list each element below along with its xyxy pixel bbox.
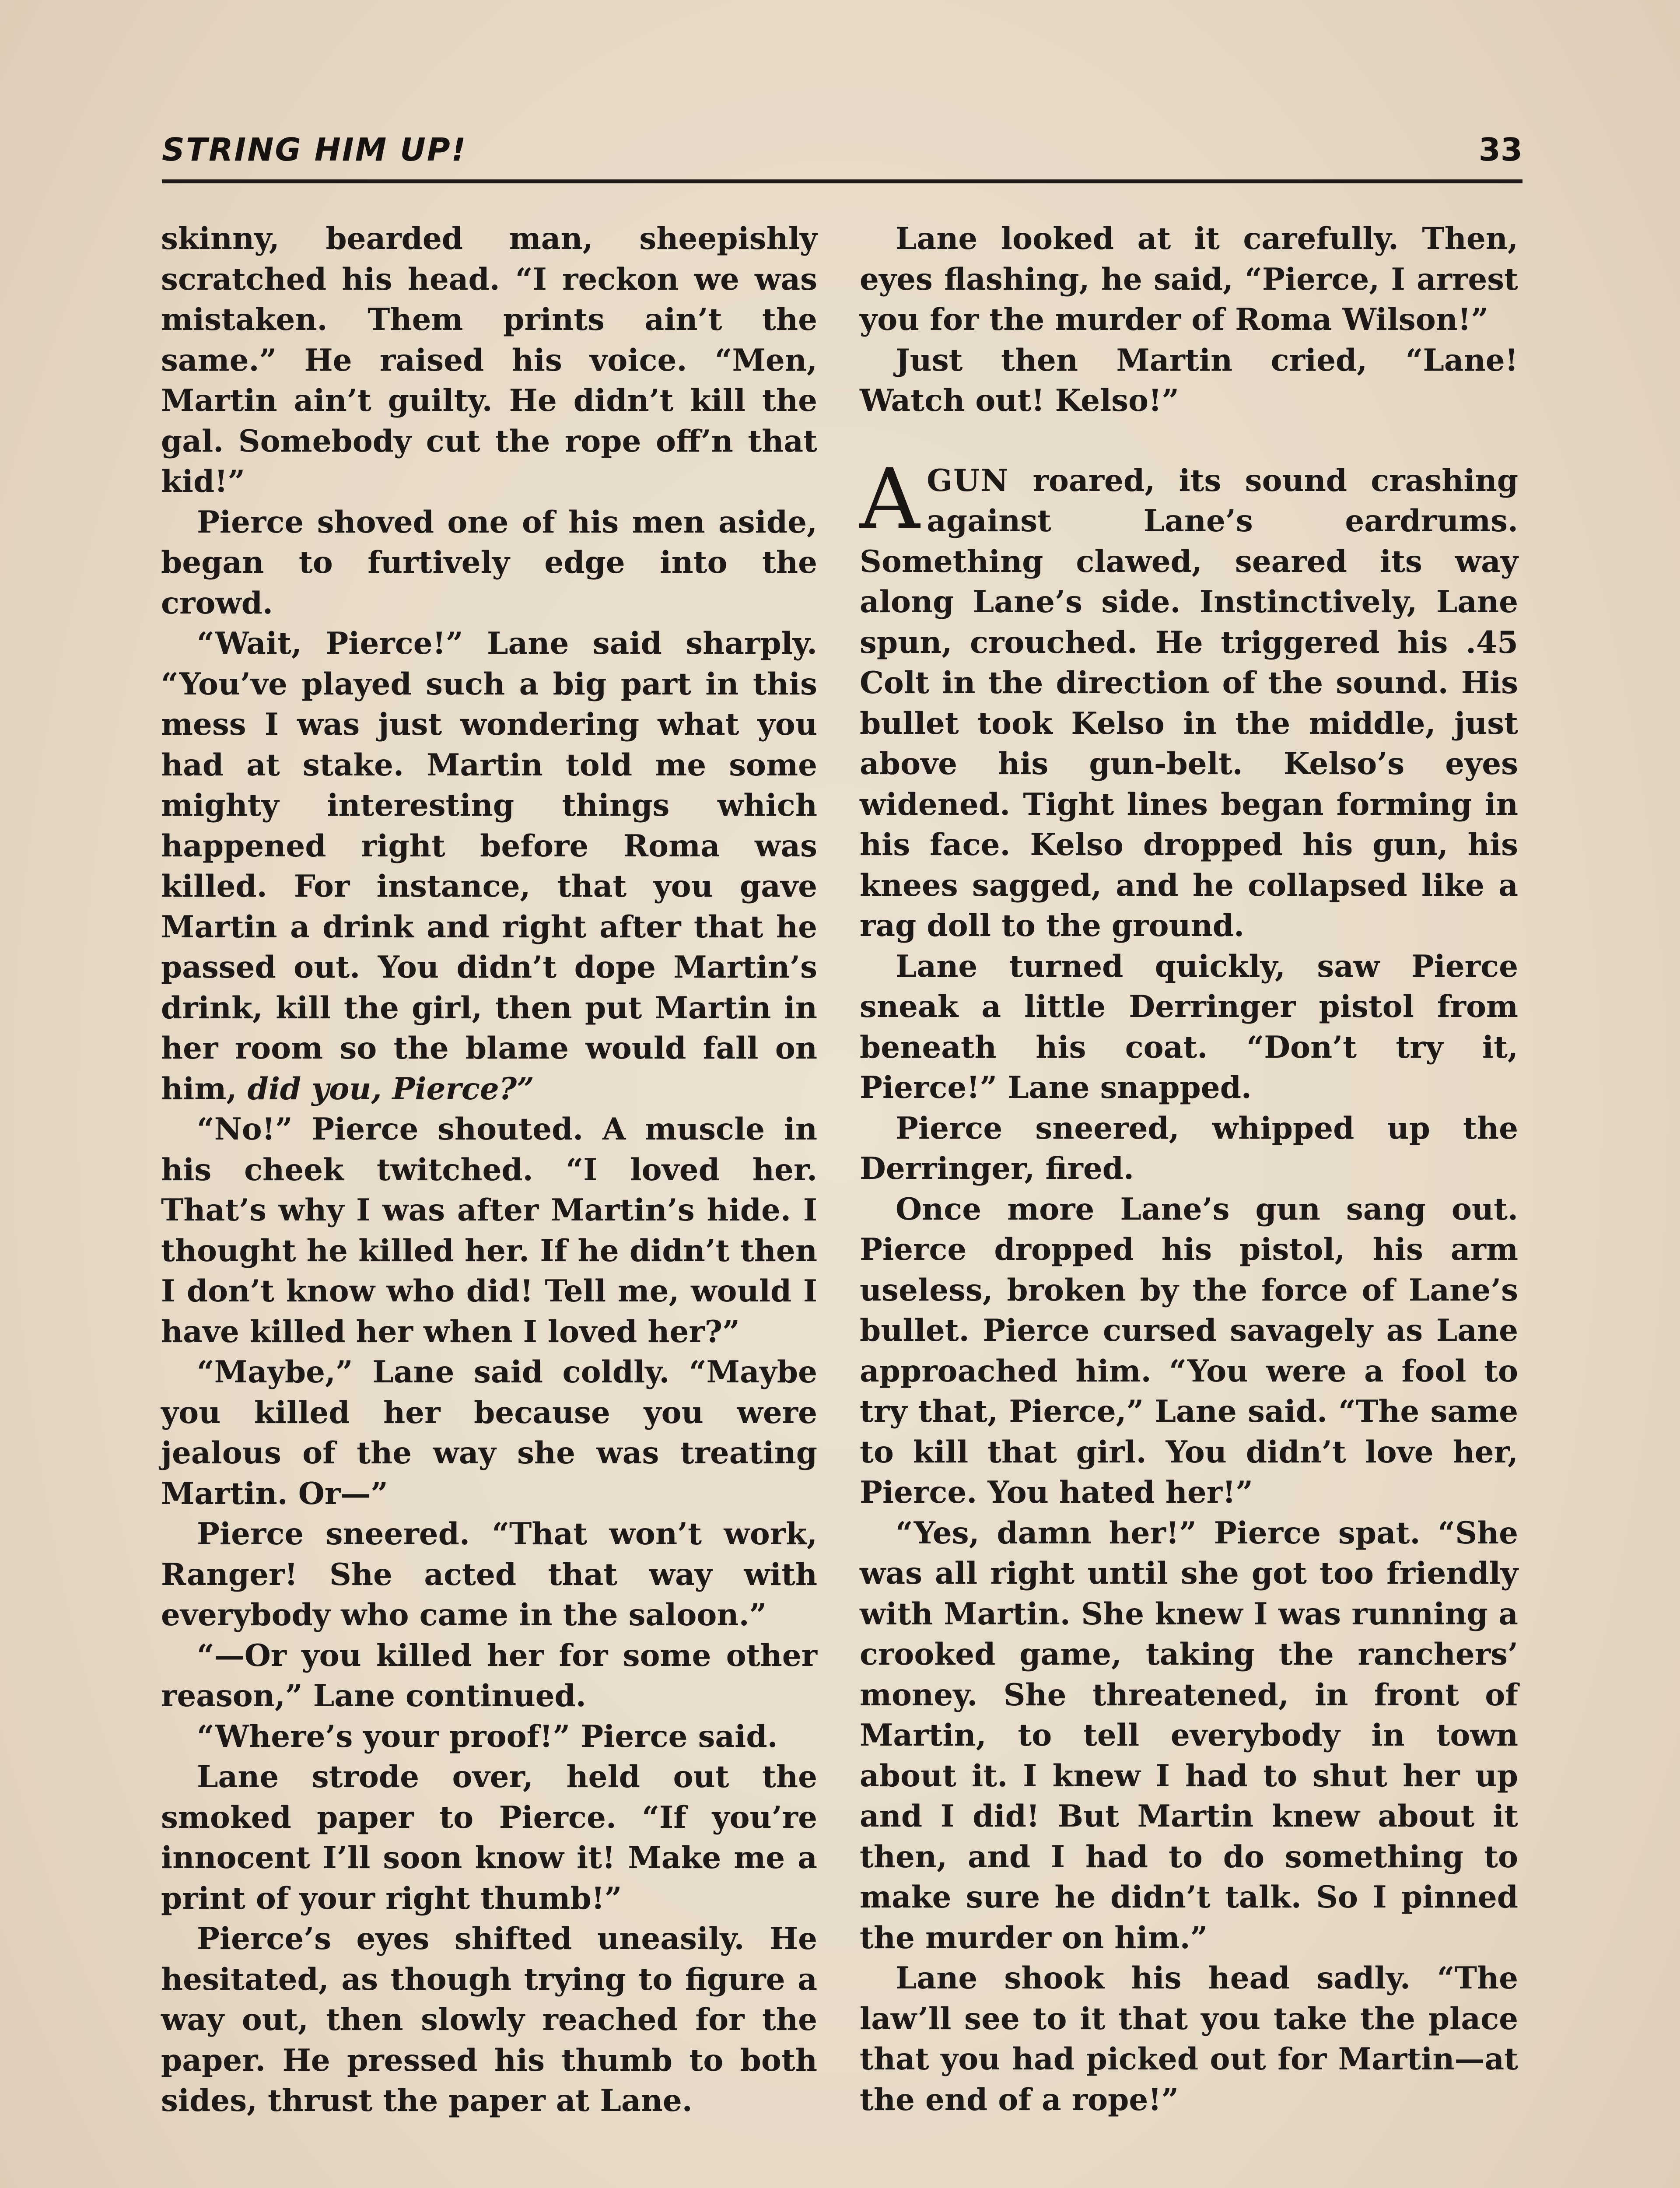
paragraph-text: roared, its sound crashing against Lane’s eardrums. Something clawed, seared its way along Lane’s side. Instinctively, Lane spun, crouched. He triggered his .45 Colt in the direction of the sound. His bullet took Kelso in the middle, just above his gun-belt. Kelso’s eyes widened. Tight lines began forming in his face. Kelso dropped his gun, his knees sagged, and he collapsed like a rag doll to the ground. [860, 463, 1518, 943]
lead-word: GUN [927, 463, 1009, 498]
page-header [162, 127, 1522, 175]
paragraph: Pierce sneered, whipped up the Derringer, fired. [860, 1110, 1518, 1186]
paragraph: Pierce sneered. “That won’t work, Ranger! She acted that way with everybody who came in the saloon.” [161, 1516, 817, 1633]
page-number: 33 [1478, 131, 1522, 168]
drop-cap: A [860, 450, 920, 547]
paragraph: Lane looked at it carefully. Then, eyes flashing, he said, “Pierce, I arrest you for the murder of Roma Wilson!” [860, 221, 1518, 337]
running-title: STRING HIM UP! [162, 131, 467, 168]
paragraph: “Where’s your proof!” Pierce said. [197, 1718, 778, 1754]
right-column [860, 219, 1518, 2120]
section-opening-paragraph [860, 450, 1518, 947]
paragraph: “Maybe,” Lane said coldly. “Maybe you killed her because you were jealous of the way she was treating Martin. Or—” [161, 1354, 817, 1511]
left-column [161, 219, 817, 2121]
paragraph: skinny, bearded man, sheepishly scratched his head. “I reckon we was mistaken. Them prints ain’t the same.” He raised his voice. “Men, Martin ain’t guilty. He didn’t kill the gal. Somebody cut the rope off’n that kid!” [161, 221, 817, 499]
paragraph: Pierce’s eyes shifted uneasily. He hesitated, as though trying to figure a way out, then slowly reached for the paper. He pressed his thumb to both sides, thrust the paper at Lane. [161, 1921, 817, 2118]
paragraph: “No!” Pierce shouted. A muscle in his cheek twitched. “I loved her. That’s why I was after Martin’s hide. I thought he killed her. If he didn’t then I don’t know who did! Tell me, would I have killed her when I loved her?” [161, 1112, 817, 1350]
italic-text: did you, Pierce?” [247, 1071, 534, 1107]
paragraph: Lane shook his head sadly. “The law’ll see to it that you take the place that you had picked out for Martin—at the end of a rope!” [860, 1960, 1518, 2118]
paragraph: Pierce shoved one of his men aside, began to furtively edge into the crowd. [161, 504, 817, 621]
paragraph-text: “Wait, Pierce!” Lane said sharply. “You’ve played such a big part in this mess I was just wondering what you had at stake. Martin told me some mighty interesting things which happened right before Roma was killed. For instance, that you gave Martin a drink and right after that he passed out. You didn’t dope Martin’s drink, kill the girl, then put Martin in her room so the blame would fall on him, [161, 626, 817, 1107]
paragraph: Just then Martin cried, “Lane! Watch out! Kelso!” [860, 342, 1518, 418]
paragraph [161, 624, 817, 1109]
paragraph: Lane strode over, held out the smoked paper to Pierce. “If you’re innocent I’ll soon know it! Make me a print of your right thumb!” [161, 1759, 817, 1916]
paragraph: Lane turned quickly, saw Pierce sneak a little Derringer pistol from beneath his coat. “Don’t try it, Pierce!” Lane snapped. [860, 948, 1518, 1105]
paragraph: “—Or you killed her for some other reason,” Lane continued. [161, 1637, 817, 1714]
paragraph: Once more Lane’s gun sang out. Pierce dropped his pistol, his arm useless, broken by the force of Lane’s bullet. Pierce cursed savagely as Lane approached him. “You were a fool to try that, Pierce,” Lane said. “The same to kill that girl. You didn’t love her, Pierce. You hated her!” [860, 1191, 1518, 1510]
header-rule [162, 179, 1522, 183]
paragraph: “Yes, damn her!” Pierce spat. “She was all right until she got too friendly with Martin. She knew I was running a crooked game, taking the ranchers’ money. She threatened, in front of Martin, to tell everybody in town about it. I knew I had to shut her up and I did! But Martin knew about it then, and I had to do something to make sure he didn’t talk. So I pinned the murder on him.” [860, 1515, 1518, 1956]
